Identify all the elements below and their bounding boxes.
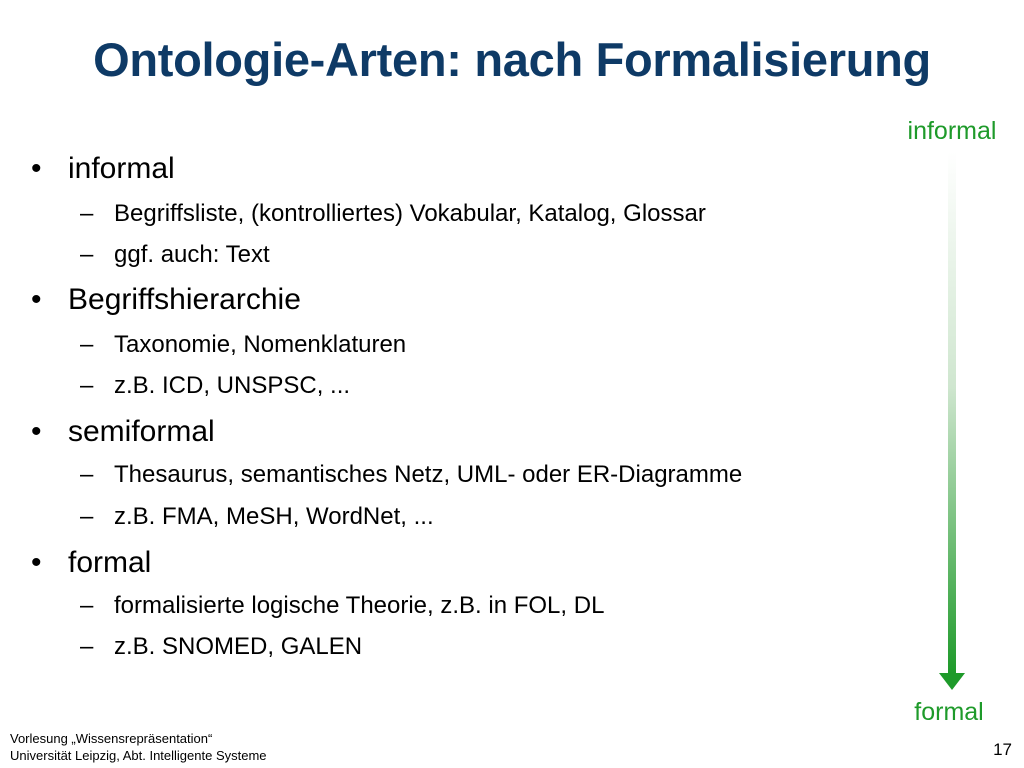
footer	[10, 730, 267, 764]
bullet-icon: •	[31, 152, 42, 185]
list-item: Begriffshierarchie	[68, 283, 301, 316]
sub-list-item: Thesaurus, semantisches Netz, UML- oder ER-Diagramme	[114, 461, 743, 488]
footer-line-institution: Universität Leipzig, Abt. Intelligente Systeme	[10, 748, 267, 763]
formalization-arrow-icon	[936, 152, 968, 692]
list-item: informal	[68, 152, 175, 185]
list-item: semiformal	[68, 415, 215, 448]
dash-icon: –	[80, 200, 94, 227]
page-number: 17	[993, 740, 1012, 759]
dash-icon: –	[80, 372, 94, 399]
bullet-icon: •	[31, 415, 42, 448]
bullet-icon: •	[31, 283, 42, 316]
scale-label-informal: informal	[907, 117, 997, 145]
sub-list-item: ggf. auch: Text	[114, 241, 270, 268]
sub-list-item: z.B. SNOMED, GALEN	[114, 633, 363, 660]
slide-title: Ontologie-Arten: nach Formalisierung	[93, 33, 931, 86]
dash-icon: –	[80, 503, 94, 530]
scale-label-formal: formal	[914, 698, 984, 726]
list-item: formal	[68, 546, 152, 579]
bullet-icon: •	[31, 546, 42, 579]
sub-list-item: Taxonomie, Nomenklaturen	[114, 331, 407, 358]
dash-icon: –	[80, 633, 94, 660]
dash-icon: –	[80, 331, 94, 358]
sub-list-item: Begriffsliste, (kontrolliertes) Vokabular, Katalog, Glossar	[114, 200, 706, 227]
sub-list-item: formalisierte logische Theorie, z.B. in FOL, DL	[114, 592, 605, 619]
sub-list-item: z.B. FMA, MeSH, WordNet, ...	[114, 503, 434, 530]
sub-list-item: z.B. ICD, UNSPSC, ...	[114, 372, 351, 399]
dash-icon: –	[80, 592, 94, 619]
dash-icon: –	[80, 461, 94, 488]
footer-line-course: Vorlesung „Wissensrepräsentation“	[10, 731, 213, 746]
dash-icon: –	[80, 241, 94, 268]
